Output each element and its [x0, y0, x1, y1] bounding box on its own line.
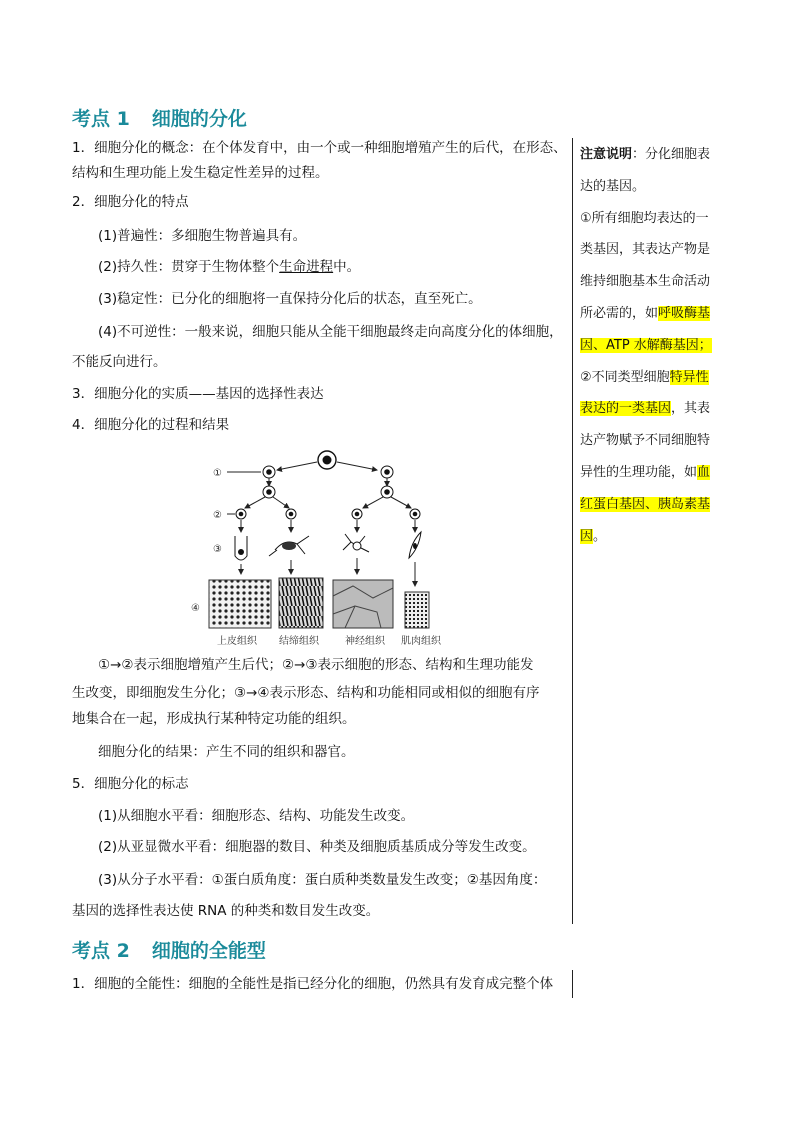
- process-explanation-3: 地集合在一起，形成执行某种特定功能的组织。: [72, 711, 356, 727]
- caption-muscle: 肌肉组织: [401, 636, 441, 647]
- section-heading-1: [72, 104, 247, 131]
- differentiation-result: 细胞分化的结果：产生不同的组织和器官。: [98, 744, 355, 760]
- underlined-text: 生命进程: [279, 259, 334, 275]
- highlight: 特异性: [669, 369, 709, 385]
- muscle-tissue: [405, 592, 429, 628]
- note-line: [580, 457, 730, 489]
- feature-persistence: [98, 259, 360, 275]
- note-line: 达的基因。: [580, 178, 646, 194]
- differentiation-diagram: [191, 446, 455, 651]
- highlight: 因: [580, 528, 594, 544]
- text: 异性的生理功能，如: [580, 464, 698, 480]
- feature-irreversibility-2: 不能反向进行。: [72, 354, 167, 370]
- caption-nervous: 神经组织: [345, 636, 385, 647]
- caption-epithelial: 上皮组织: [217, 636, 257, 647]
- totipotency-definition: 1．细胞的全能性：细胞的全能性是指已经分化的细胞，仍然具有发育成完整个体: [72, 976, 554, 992]
- feature-universality: (1)普遍性：多细胞生物普遍具有。: [98, 228, 307, 244]
- stage-marker-1: ①: [213, 468, 222, 479]
- connective-tissue: [279, 578, 323, 628]
- highlight: 红蛋白基因、胰岛素基: [580, 496, 711, 512]
- column-divider: [572, 138, 573, 924]
- section-title: 细胞的全能型: [151, 940, 266, 962]
- epithelial-tissue: [209, 580, 271, 628]
- note-line: [580, 139, 730, 171]
- cell-differentiation-figure: [191, 446, 455, 651]
- markers-heading: 5．细胞分化的标志: [72, 776, 189, 792]
- section-title: 细胞的分化: [151, 108, 247, 130]
- note-line: [580, 298, 730, 330]
- text: 。: [593, 528, 607, 544]
- highlight: 呼吸酶基: [658, 305, 711, 321]
- note-line: 达产物赋予不同细胞特: [580, 433, 711, 449]
- note-line: [580, 362, 730, 394]
- marker-molecular-1: (3)从分子水平看：①蛋白质角度：蛋白质种类数量发生改变；②基因角度：: [98, 872, 547, 888]
- section-number: 考点 1: [72, 108, 130, 130]
- note-line: [580, 393, 730, 425]
- process-explanation-1: ①→②表示细胞增殖产生后代；②→③表示细胞的形态、结构和生理功能发: [98, 657, 534, 673]
- text: 所必需的，如: [580, 305, 659, 321]
- note-line: [580, 521, 730, 553]
- note-line: 维持细胞基本生命活动: [580, 274, 711, 290]
- section-heading-2: [72, 936, 266, 963]
- feature-irreversibility-1: (4)不可逆性：一般来说，细胞只能从全能干细胞最终走向高度分化的体细胞，: [98, 324, 563, 340]
- section-number: 考点 2: [72, 940, 130, 962]
- text: ：分化细胞表: [632, 147, 711, 162]
- highlight: 表达的一类基因: [580, 401, 672, 417]
- highlight: 因、ATP 水解酶基因；: [580, 337, 712, 353]
- text: ，其表: [671, 401, 711, 417]
- note-line: 类基因，其表达产物是: [580, 242, 711, 258]
- text: ②不同类型细胞: [580, 369, 670, 385]
- text: 中。: [333, 259, 361, 275]
- features-heading: 2．细胞分化的特点: [72, 194, 189, 210]
- process-heading: 4．细胞分化的过程和结果: [72, 417, 230, 433]
- sidebar-note: [580, 139, 730, 552]
- highlight: 血: [697, 464, 711, 480]
- marker-molecular-2: 基因的选择性表达使 RNA 的种类和数目发生改变。: [72, 903, 380, 919]
- definition-line-1: 1．细胞分化的概念：在个体发育中，由一个或一种细胞增殖产生的后代，在形态、: [72, 140, 567, 156]
- marker-cellular: (1)从细胞水平看：细胞形态、结构、功能发生改变。: [98, 808, 415, 824]
- column-divider-2: [572, 970, 573, 998]
- definition-line-2: 结构和生理功能上发生稳定性差异的过程。: [72, 165, 329, 181]
- note-label: 注意说明: [580, 147, 633, 162]
- stage-marker-4: ④: [191, 603, 200, 614]
- essence-heading: 3．细胞分化的实质——基因的选择性表达: [72, 386, 324, 402]
- process-explanation-2: 生改变，即细胞发生分化；③→④表示形态、结构和功能相同或相似的细胞有序: [72, 685, 540, 701]
- note-line: [580, 330, 730, 362]
- feature-stability: (3)稳定性：已分化的细胞将一直保持分化后的状态，直至死亡。: [98, 291, 482, 307]
- nervous-tissue: [333, 580, 393, 628]
- caption-connective: 结缔组织: [279, 636, 319, 647]
- text: (2)持久性：贯穿于生物体整个: [98, 259, 280, 275]
- stage-marker-2: ②: [213, 510, 222, 521]
- marker-submicroscopic: (2)从亚显微水平看：细胞器的数目、种类及细胞质基质成分等发生改变。: [98, 839, 536, 855]
- note-line: [580, 489, 730, 521]
- stage-marker-3: ③: [213, 544, 222, 555]
- note-line: ①所有细胞均表达的一: [580, 210, 709, 226]
